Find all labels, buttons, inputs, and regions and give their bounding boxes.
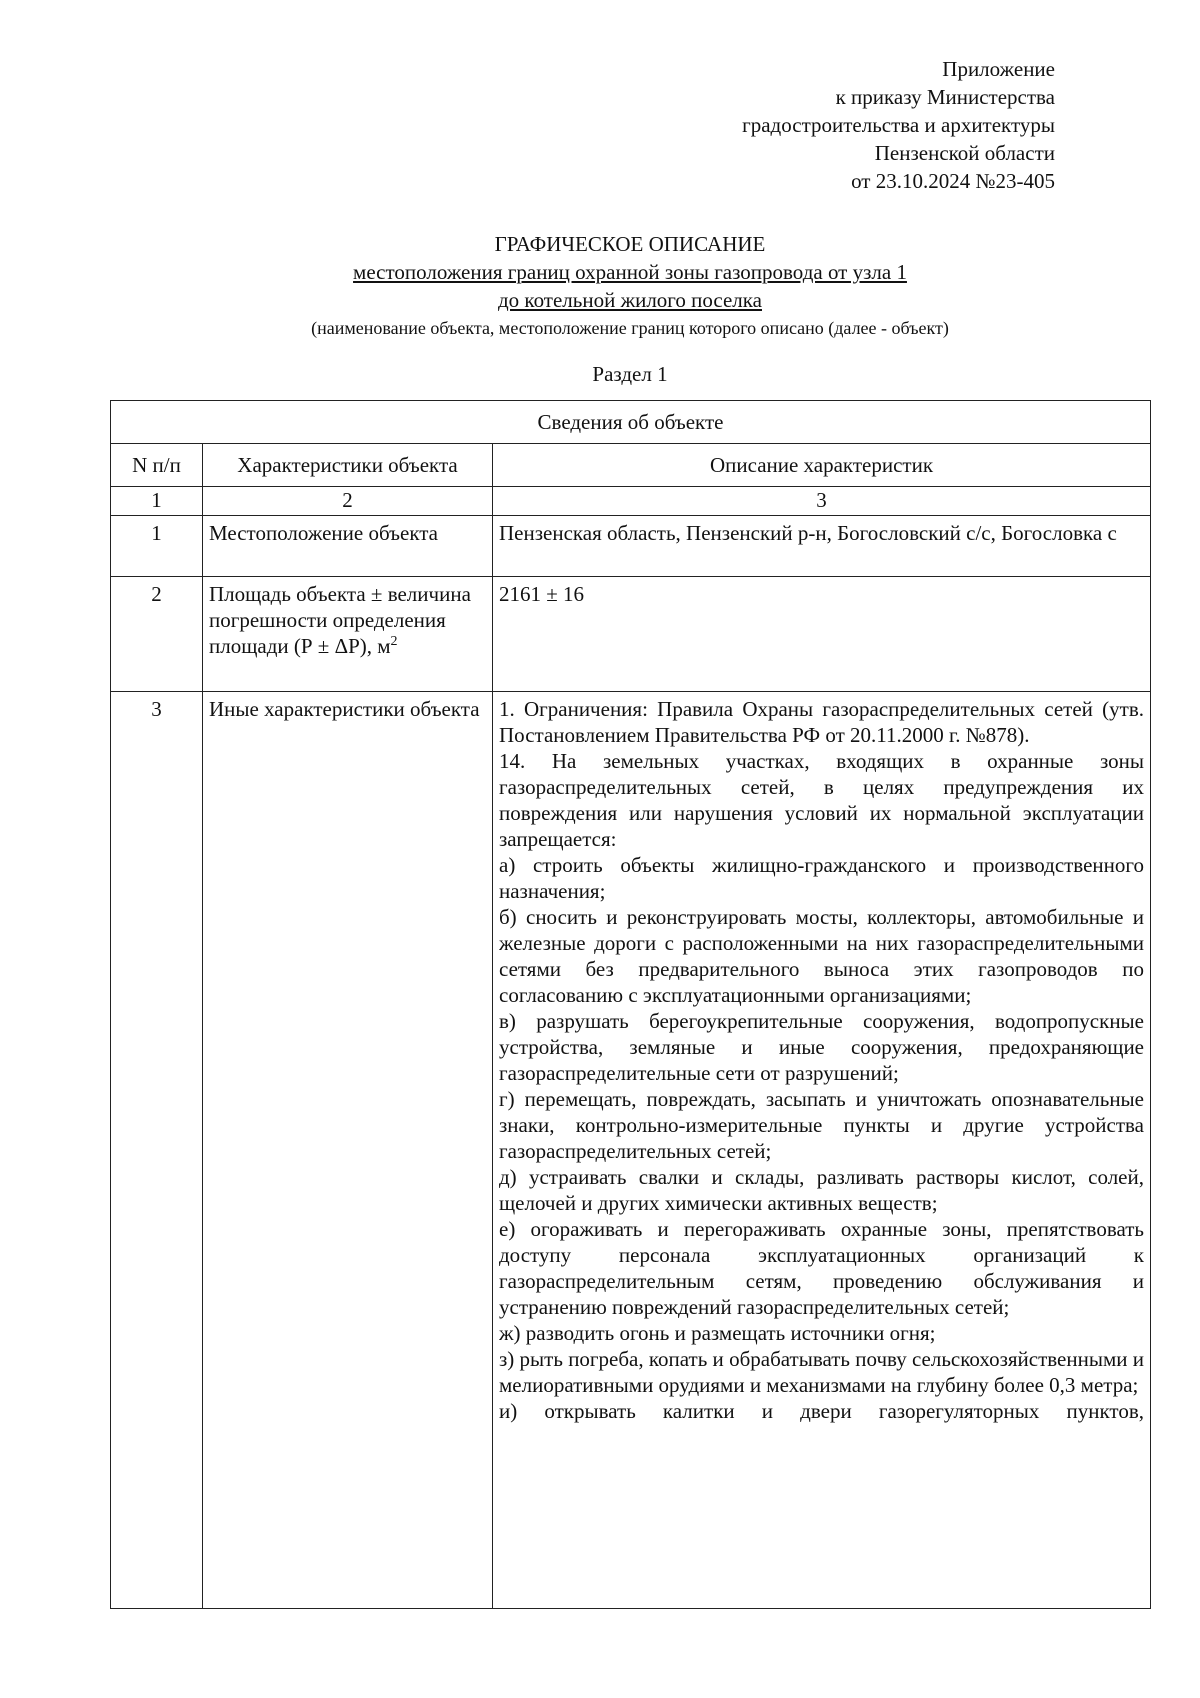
row-number: 1: [111, 516, 203, 577]
restriction-paragraph: г) перемещать, повреждать, засыпать и уничтожать опознавательные знаки, контрольно-измерительные пункты и другие устройства газораспределительных сетей;: [499, 1087, 1144, 1163]
title-block: [110, 230, 1150, 388]
subject-line-1: местоположения границ охранной зоны газопровода от узла 1: [353, 260, 907, 284]
column-number: 3: [493, 487, 1151, 516]
restriction-paragraph: ж) разводить огонь и размещать источники огня;: [499, 1321, 936, 1345]
appendix-line: к приказу Министерства: [835, 85, 1055, 109]
restriction-paragraph: б) сносить и реконструировать мосты, коллекторы, автомобильные и железные дороги с расположенными на них газораспределительными сетями без предварительного выноса этих газопроводов по согласованию с эксплуатационными организациями;: [499, 905, 1144, 1007]
column-number: 2: [203, 487, 493, 516]
restriction-paragraph: е) огораживать и перегораживать охранные зоны, препятствовать доступу персонала эксплуатационных организаций к газораспределительным сетям, проведению обслуживания и устранению повреждений газораспределительных сетей;: [499, 1217, 1144, 1319]
column-header-number: N п/п: [111, 444, 203, 487]
column-number-row: [111, 487, 1151, 516]
row-characteristic: Местоположение объекта: [203, 516, 493, 577]
subject-note: (наименование объекта, местоположение границ которого описано (далее - объект): [311, 318, 949, 338]
row-description: Пензенская область, Пензенский р-н, Богословский с/с, Богословка с: [493, 516, 1151, 577]
row-number: 3: [111, 692, 203, 1609]
restriction-paragraph: з) рыть погреба, копать и обрабатывать почву сельскохозяйственными и мелиоративными орудиями и механизмами на глубину более 0,3 метра;: [499, 1347, 1144, 1397]
column-header-characteristic: Характеристики объекта: [203, 444, 493, 487]
object-info-table: [110, 400, 1151, 1609]
superscript: 2: [390, 634, 398, 649]
appendix-order-date: от 23.10.2024 №23-405: [851, 169, 1055, 193]
table-row: [111, 577, 1151, 692]
restriction-paragraph: 14. На земельных участках, входящих в охранные зоны газораспределительных сетей, в целях предупреждения их повреждения или нарушения условий их нормальной эксплуатации запрещается:: [499, 749, 1144, 851]
table-row: [111, 692, 1151, 1609]
table-caption: Сведения об объекте: [111, 401, 1151, 444]
appendix-block: [742, 55, 1055, 195]
restriction-paragraph: в) разрушать берегоукрепительные сооружения, водопропускные устройства, земляные и иные сооружения, предохраняющие газораспределительные сети от разрушений;: [499, 1009, 1144, 1085]
row-number: 2: [111, 577, 203, 692]
row-characteristic: Иные характеристики объекта: [203, 692, 493, 1609]
appendix-line: Приложение: [942, 57, 1055, 81]
restriction-paragraph: 1. Ограничения: Правила Охраны газораспределительных сетей (утв. Постановлением Правительства РФ от 20.11.2000 г. №878).: [499, 697, 1144, 747]
restriction-paragraph: и) открывать калитки и двери газорегуляторных пунктов,: [499, 1399, 1144, 1423]
section-label: Раздел 1: [592, 362, 668, 386]
row-characteristic-cell: [203, 577, 493, 692]
restriction-paragraph: а) строить объекты жилищно-гражданского и производственного назначения;: [499, 853, 1144, 903]
restrictions-text: [499, 696, 1144, 1608]
row-description: 2161 ± 16: [493, 577, 1151, 692]
column-header-description: Описание характеристик: [493, 444, 1151, 487]
document-title: ГРАФИЧЕСКОЕ ОПИСАНИЕ: [494, 232, 766, 256]
subject-line-2: до котельной жилого поселка: [498, 288, 762, 312]
column-number: 1: [111, 487, 203, 516]
restrictions-cell: [493, 692, 1151, 1609]
appendix-line: Пензенской области: [874, 141, 1055, 165]
restriction-paragraph: д) устраивать свалки и склады, разливать растворы кислот, солей, щелочей и других химически активных веществ;: [499, 1165, 1144, 1215]
table-row: [111, 516, 1151, 577]
table-header-row: [111, 444, 1151, 487]
row-characteristic: Площадь объекта ± величина погрешности определения площади (Р ± ΔР), м: [209, 582, 471, 658]
appendix-line: градостроительства и архитектуры: [742, 113, 1055, 137]
